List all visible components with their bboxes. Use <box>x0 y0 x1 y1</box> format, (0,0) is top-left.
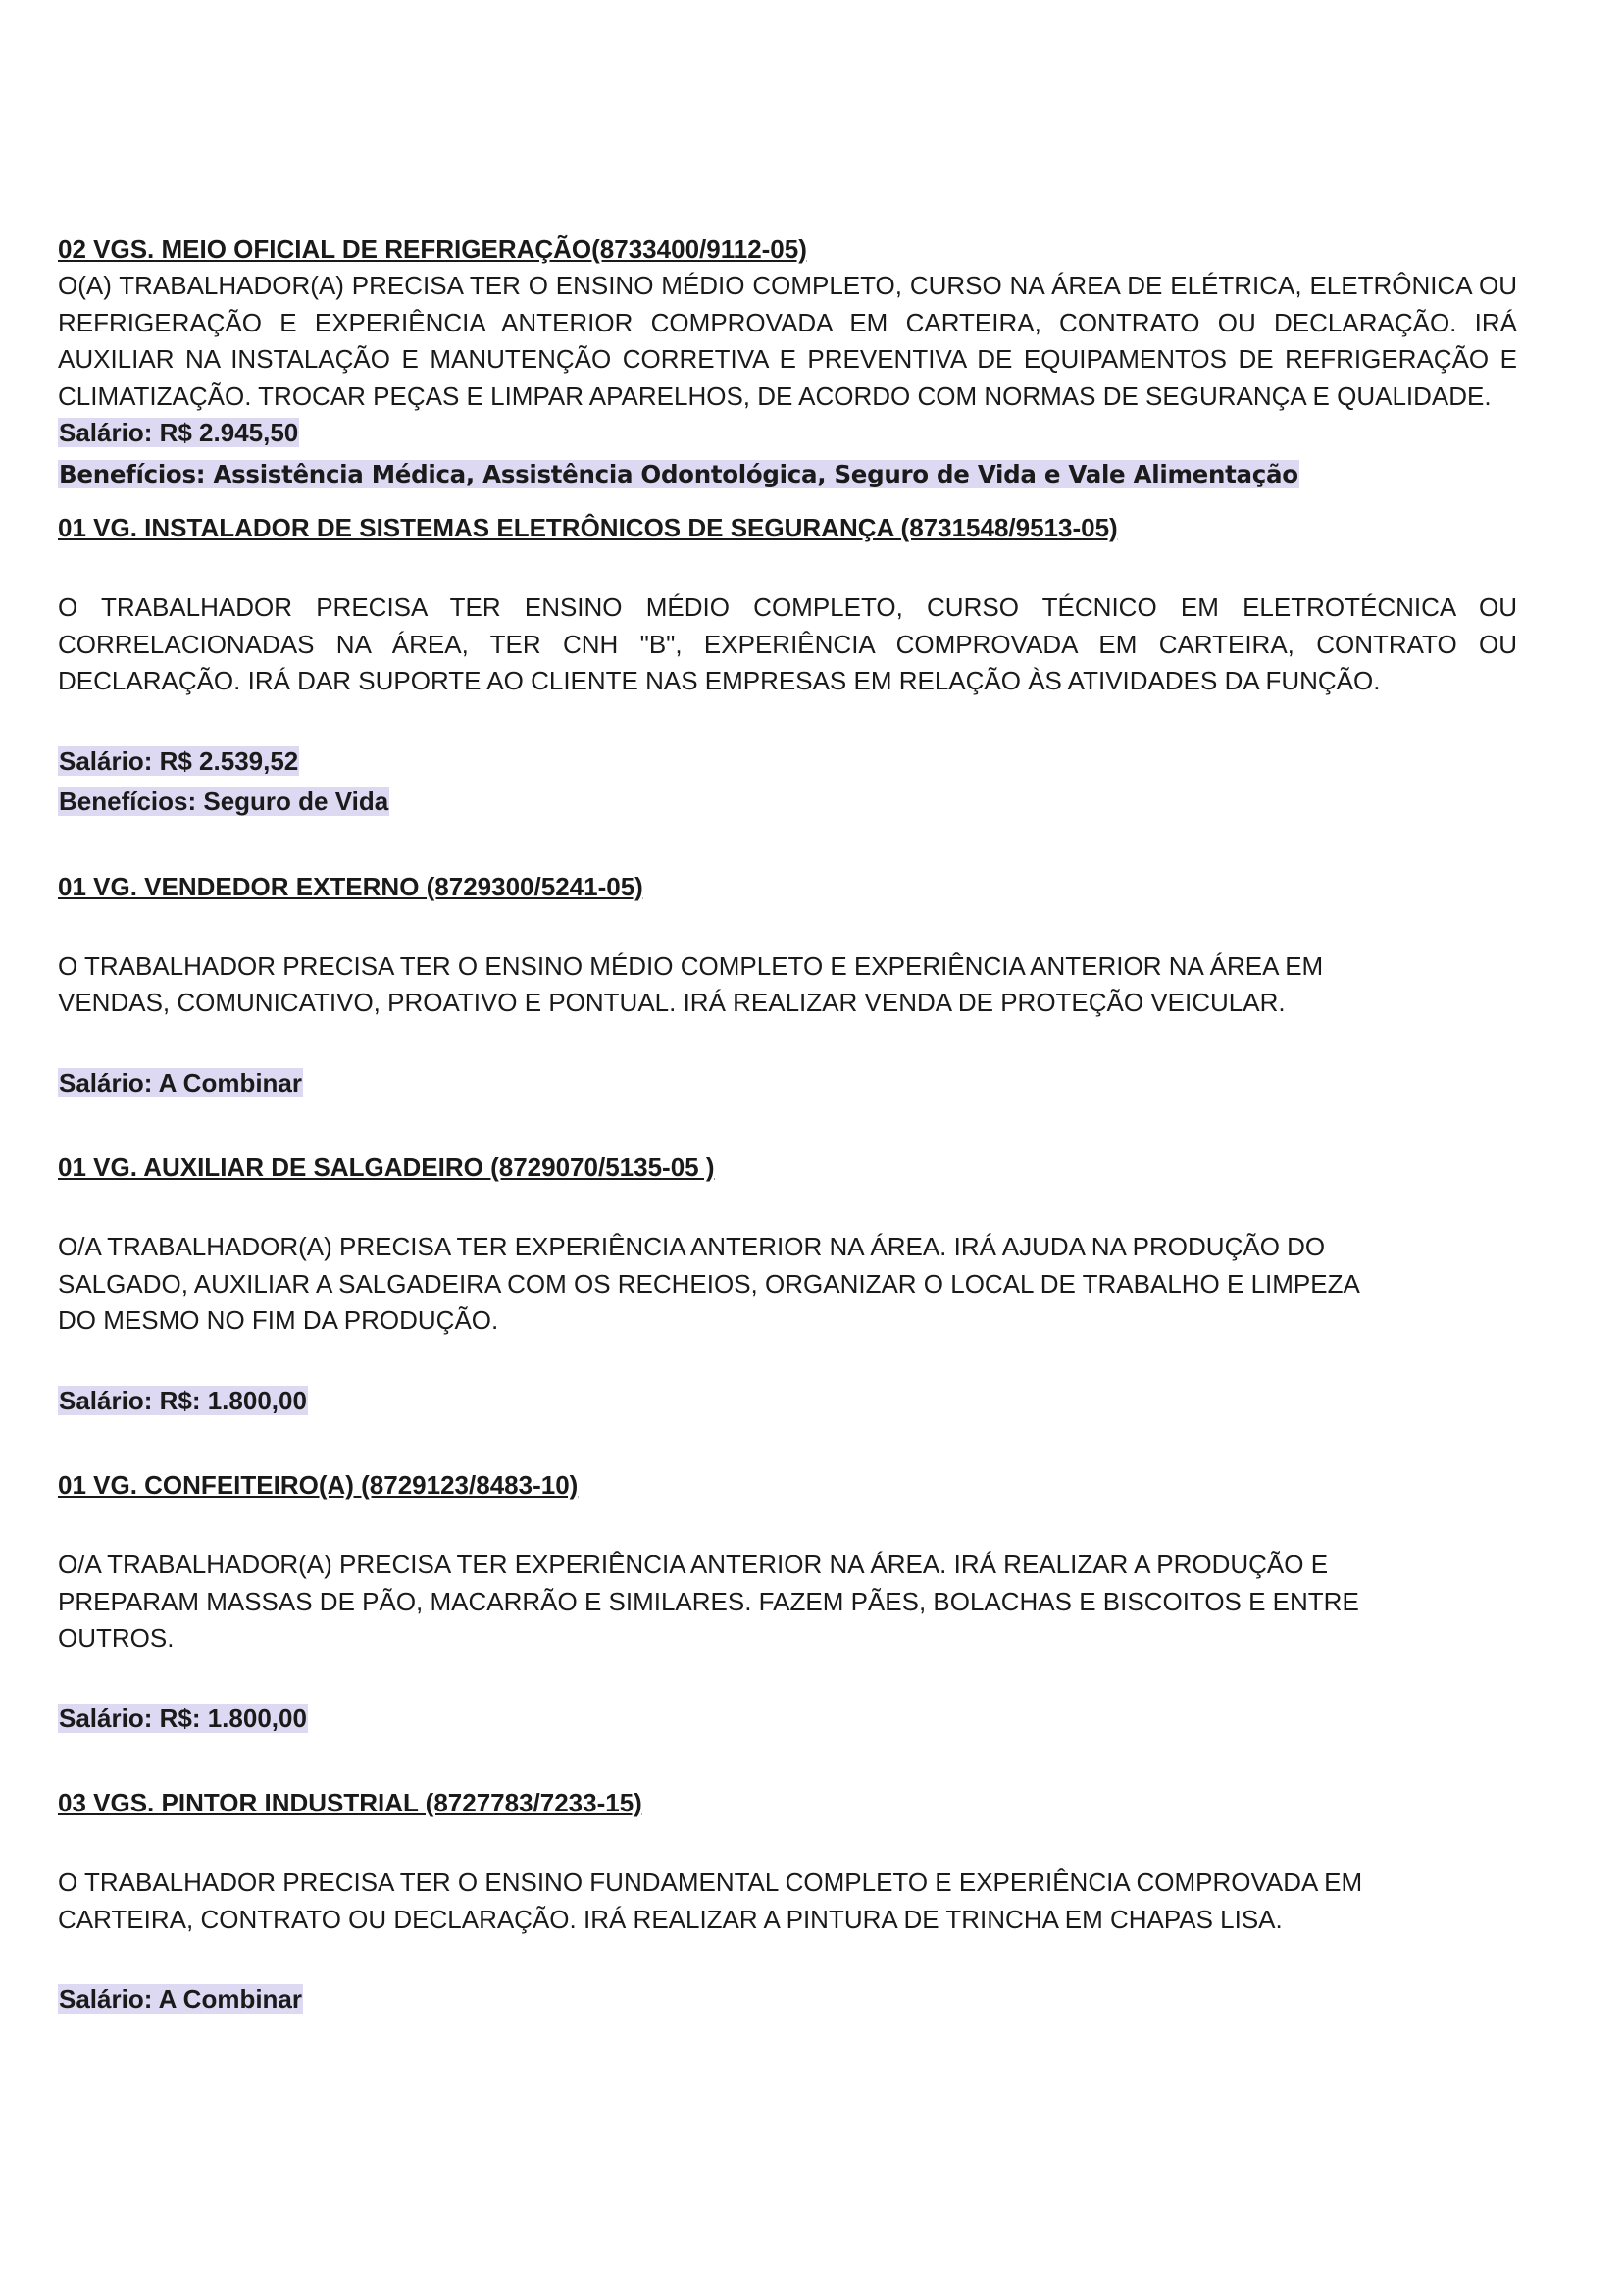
job-description-line: PREPARAM MASSAS DE PÃO, MACARRÃO E SIMILARES. FAZEM PÃES, BOLACHAS E BISCOITOS E ENTRE <box>58 1586 1359 1616</box>
job-description-line: O TRABALHADOR PRECISA TER O ENSINO MÉDIO COMPLETO E EXPERIÊNCIA ANTERIOR NA ÁREA EM <box>58 950 1324 981</box>
job-description: O(A) TRABALHADOR(A) PRECISA TER O ENSINO MÉDIO COMPLETO, CURSO NA ÁREA DE ELÉTRICA, ELETRÔNICA OU REFRIGERAÇÃO E EXPERIÊNCIA ANTERIOR COMPROVADA EM CARTEIRA, CONTRATO OU DECLARAÇÃO. IRÁ AUXILIAR NA INSTALAÇÃO E MANUTENÇÃO CORRETIVA E PREVENTIVA DE EQUIPAMENTOS DE REFRIGERAÇÃO E CLIMATIZAÇÃO. TROCAR PEÇAS E LIMPAR APARELHOS, DE ACORDO COM NORMAS DE SEGURANÇA E QUALIDADE. <box>58 271 1517 411</box>
job-description-line: VENDAS, COMUNICATIVO, PROATIVO E PONTUAL. IRÁ REALIZAR VENDA DE PROTEÇÃO VEICULAR. <box>58 988 1286 1017</box>
job-title: 01 VG. CONFEITEIRO(A) (8729123/8483-10) <box>58 1470 579 1500</box>
job-description-line: OUTROS. <box>58 1623 175 1653</box>
job-listing-confeiteiro <box>58 1467 1517 1741</box>
job-description-line: SALGADO, AUXILIAR A SALGADEIRA COM OS RECHEIOS, ORGANIZAR O LOCAL DE TRABALHO E LIMPEZA <box>58 1268 1360 1299</box>
job-title: 02 VGS. MEIO OFICIAL DE REFRIGERAÇÃO(8733400/9112-05) <box>58 234 807 264</box>
job-salary: Salário: R$: 1.800,00 <box>59 1703 307 1733</box>
job-listing-auxiliar-salgadeiro <box>58 1149 1517 1423</box>
job-listing-pintor-industrial <box>58 1785 1517 2022</box>
job-description-line: DO MESMO NO FIM DA PRODUÇÃO. <box>58 1305 499 1335</box>
job-listing-instalador-sistemas <box>58 510 1517 825</box>
job-description-line: O/A TRABALHADOR(A) PRECISA TER EXPERIÊNCIA ANTERIOR NA ÁREA. IRÁ REALIZAR A PRODUÇÃO E <box>58 1550 1329 1579</box>
job-title: 01 VG. AUXILIAR DE SALGADEIRO (8729070/5135-05 ) <box>58 1152 715 1182</box>
job-title: 01 VG. VENDEDOR EXTERNO (8729300/5241-05) <box>58 871 643 901</box>
job-benefits: Benefícios: Assistência Médica, Assistência Odontológica, Seguro de Vida e Vale Alimentação <box>59 459 1298 488</box>
job-description-line: O TRABALHADOR PRECISA TER O ENSINO FUNDAMENTAL COMPLETO E EXPERIÊNCIA COMPROVADA EM <box>58 1867 1363 1897</box>
job-salary: Salário: R$ 2.945,50 <box>59 418 299 447</box>
job-description: O TRABALHADOR PRECISA TER ENSINO MÉDIO COMPLETO, CURSO TÉCNICO EM ELETROTÉCNICA OU CORRELACIONADAS NA ÁREA, TER CNH "B", EXPERIÊNCIA COMPROVADA EM CARTEIRA, CONTRATO OU DECLARAÇÃO. IRÁ DAR SUPORTE AO CLIENTE NAS EMPRESAS EM RELAÇÃO ÀS ATIVIDADES DA FUNÇÃO. <box>58 592 1517 695</box>
job-listing-meio-oficial-refrigeracao <box>58 231 1517 496</box>
job-description-line: O/A TRABALHADOR(A) PRECISA TER EXPERIÊNCIA ANTERIOR NA ÁREA. IRÁ AJUDA NA PRODUÇÃO DO <box>58 1232 1326 1261</box>
job-description-line: CARTEIRA, CONTRATO OU DECLARAÇÃO. IRÁ REALIZAR A PINTURA DE TRINCHA EM CHAPAS LISA. <box>58 1904 1283 1934</box>
job-salary: Salário: R$ 2.539,52 <box>59 745 299 776</box>
job-title: 01 VG. INSTALADOR DE SISTEMAS ELETRÔNICOS DE SEGURANÇA (8731548/9513-05) <box>58 513 1118 542</box>
job-salary: Salário: R$: 1.800,00 <box>59 1385 307 1415</box>
job-listings <box>58 231 1517 2022</box>
job-listing-vendedor-externo <box>58 869 1517 1106</box>
job-salary: Salário: A Combinar <box>59 1067 303 1097</box>
job-salary: Salário: A Combinar <box>59 1984 303 2014</box>
job-title: 03 VGS. PINTOR INDUSTRIAL (8727783/7233-15) <box>58 1788 642 1817</box>
job-benefits: Benefícios: Seguro de Vida <box>59 787 389 816</box>
